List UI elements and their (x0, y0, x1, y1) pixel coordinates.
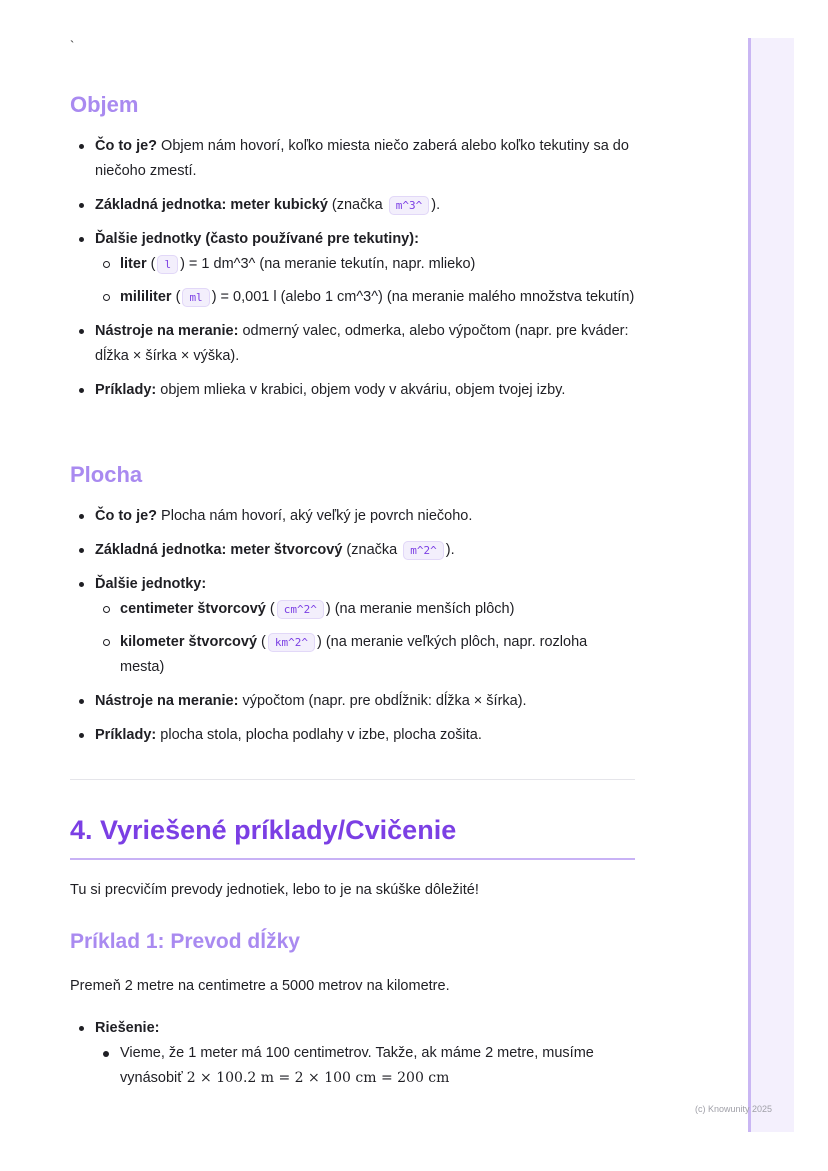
list-item: Základná jednotka: meter štvorcový (značka m^2^ ). (70, 538, 635, 563)
copyright-footer: (c) Knowunity 2025 (695, 1104, 773, 1114)
list-item: Ďalšie jednotky (často používané pre tekutiny): liter ( l ) = 1 dm^3^ (na meranie tekutín, napr. mlieko) mililiter ( ml ) = 0,001 l (alebo 1 cm^3^) (na meranie malého množstva tekutín) (70, 227, 635, 310)
list-item: Čo to je? Objem nám hovorí, koľko miesta niečo zaberá alebo koľko tekutiny sa do niečoho zmestí. (70, 134, 635, 184)
sub-list-item: centimeter štvorcový ( cm^2^ ) (na meranie menších plôch) (95, 597, 635, 622)
plocha-list (70, 504, 635, 757)
list-item: Nástroje na meranie: odmerný valec, odmerka, alebo výpočtom (napr. pre kváder: dĺžka × šírka × výška). (70, 319, 635, 369)
math-expression: 2 × 100.2 m = 2 × 100 cm = 200 cm (186, 1070, 450, 1086)
page-side-panel (748, 38, 794, 1132)
sub-list-item: mililiter ( ml ) = 0,001 l (alebo 1 cm^3^) (na meranie malého množstva tekutín) (95, 285, 635, 310)
list-item: Príklady: objem mlieka v krabici, objem vody v akváriu, objem tvojej izby. (70, 378, 635, 403)
sub-list-item: liter ( l ) = 1 dm^3^ (na meranie tekutín, napr. mlieko) (95, 252, 635, 277)
unit-code: ml (182, 288, 209, 307)
list-item: Nástroje na meranie: výpočtom (napr. pre obdĺžnik: dĺžka × šírka). (70, 689, 635, 714)
section-intro: Tu si precvičím prevody jednotiek, lebo to je na skúške dôležité! (70, 882, 479, 898)
list-item: Čo to je? Plocha nám hovorí, aký veľký je povrch niečoho. (70, 504, 635, 529)
unit-code: m^3^ (389, 196, 430, 215)
sub-list-item: kilometer štvorcový ( km^2^ ) (na meranie veľkých plôch, napr. rozloha mesta) (95, 630, 635, 680)
unit-code: l (157, 255, 178, 274)
heading-objem: Objem (70, 92, 139, 117)
list-item: Príklady: plocha stola, plocha podlahy v izbe, plocha zošita. (70, 723, 635, 748)
sub-list (95, 597, 635, 680)
heading-plocha: Plocha (70, 462, 143, 487)
unit-code: m^2^ (403, 541, 444, 560)
sub-list (95, 1041, 635, 1091)
example-1-task: Premeň 2 metre na centimetre a 5000 metrov na kilometre. (70, 978, 450, 994)
list-item: Ďalšie jednotky: centimeter štvorcový ( cm^2^ ) (na meranie menších plôch) kilometer štvorcový ( km^2^ ) (na meranie veľkých plôch, napr. rozloha mesta) (70, 572, 635, 680)
objem-list (70, 134, 635, 412)
list-item: Riešenie: Vieme, že 1 meter má 100 centimetrov. Takže, ak máme 2 metre, musíme vynásobiť 2 × 100.2 m = 2 × 100 cm = 200 cm (70, 1016, 635, 1091)
sub-list (95, 252, 635, 310)
stray-mark: ` (70, 38, 75, 53)
list-item: Základná jednotka: meter kubický (značka m^3^ ). (70, 193, 635, 218)
section-divider (70, 779, 635, 780)
solution-list (70, 1016, 635, 1100)
heading-example-1: Príklad 1: Prevod dĺžky (70, 930, 300, 953)
unit-code: km^2^ (268, 633, 315, 652)
unit-code: cm^2^ (277, 600, 324, 619)
heading-section-4: 4. Vyriešené príklady/Cvičenie (70, 815, 635, 860)
sub-list-item: Vieme, že 1 meter má 100 centimetrov. Takže, ak máme 2 metre, musíme vynásobiť 2 × 100.2 m = 2 × 100 cm = 200 cm (95, 1041, 635, 1091)
